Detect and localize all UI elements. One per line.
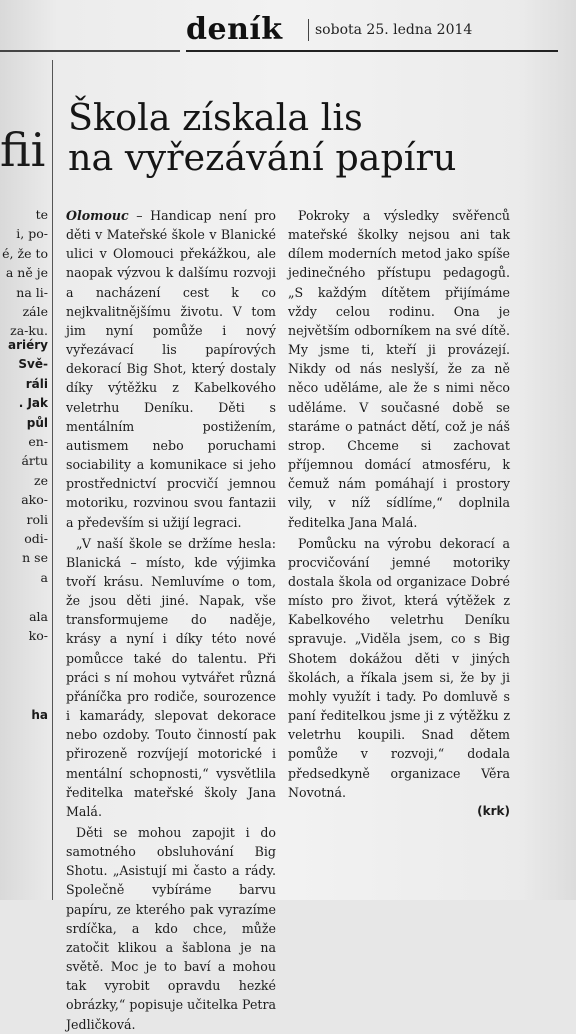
header-separator: [308, 19, 309, 41]
neighbor-text-line: n se: [22, 550, 48, 566]
paragraph-2: „V naší škole se držíme hesla: Blanická – místo, kde výjimka tvoří krásu. Nemluvíme o tom, že jsou děti jiné. Napak, vše transformujeme do naděje, krásy a nyní i díky této nové pomůcce také do talentu. Při práci s ní mohou vytvářet různá přáníčka pro rodiče, sourozence i kamarády, slepovat dekorace nebo ozdoby. Touto činností pak přirozeně rozvíjejí motorické i mentální schopnosti,“ vysvětlila ředitelka mateřské školy Jana Malá.: [66, 535, 276, 819]
neighbor-text-line: půl: [26, 415, 48, 430]
masthead: deník: [186, 12, 283, 47]
neighbor-text-line: Svě-: [18, 357, 48, 372]
neighbor-text-line: a: [40, 569, 48, 585]
top-rule-left: [0, 50, 180, 52]
dateline-city: Olomouc: [66, 208, 129, 223]
article-column-1: [66, 206, 276, 1034]
neighbor-text-line: [0, 587, 48, 606]
neighbor-text-line: na li-: [16, 284, 48, 300]
paragraph-1-text: – Handicap není pro děti v Mateřské škole v Blanické ulici v Olomouci překážkou, ale naopak výzvou k dalšímu rozvoji a nacházení cest k co nejkvalitnějšímu životu. V tom jim nyní pomůže i nový vyřezávací lis papírových dekorací Big Shot, který dostaly díky výtěžku z Kabelkového veletrhu Deníku. Děti s mentálním postižením, autismem nebo poruchami sociability a komunikace si jeho prostřednictví procvičí jemnou motoriku, rozvinou svou fantazii a především si užijí legraci.: [66, 208, 276, 530]
neighbor-text-line: ala: [29, 608, 48, 624]
paragraph-3: Děti se mohou zapojit i do samotného obsluhování Big Shotu. „Asistují mi často a rády. Společně vybíráme barvu papíru, ze kterého pak vyrazíme srdíčka, a kdo chce, může zatočit klikou a šablona je na světě. Moc je to baví a mohou tak vyrobit opravdu hezké obrázky,“ popisuje učitelka Petra Jedličková.: [66, 825, 276, 1032]
neighbor-text-line: ha: [31, 708, 48, 722]
neighbor-text-line: te: [35, 207, 48, 222]
neighbor-text-line: ze: [34, 472, 48, 488]
neighbor-text-line: odi-: [24, 530, 48, 546]
neighbor-text-line: é, že to: [2, 245, 48, 261]
paragraph-5: Pomůcku na výrobu dekorací a procvičování jemné motoriky dostala škola od organizace Dobré místo pro život, která výtěžek z Kabelkového veletrhu Deníku spravuje. „Viděla jsem, co s Big Shotem dokážou děti v jiných školách, a říkala jsem si, že by ji mohly využít i tady. Po domluvě s paní ředitelkou jsme ji z výtěžku z veletrhu koupili. Snad dětem pomůže v rozvoji,“ dodala předsedkyně organizace Věra Novotná.: [288, 535, 510, 800]
paragraph-1: [66, 206, 276, 532]
neighbor-text-c: [0, 432, 48, 645]
neighbor-text-line: ko-: [28, 627, 48, 643]
neighbor-text-b: [0, 336, 48, 433]
paragraph-4: Pokroky a výsledky svěřenců mateřské školky nejsou ani tak dílem moderních metod jako spíše jedinečného přístupu pedagogů. „S každým dítětem přijímáme vždy celou rodinu. Ona je největším odborníkem na své dítě. My jsme ti, kteří ji provázejí. Nikdy od nás neslyší, že za ně něco uděláme, ale že s nimi něco uděláme. V současné době se staráme o patnáct dětí, což je náš strop. Chceme si zachovat příjemnou domácí atmosféru, k čemuž nám pomáhají i prostory vily, v níž sídlíme,“ doplnila ředitelka Jana Malá.: [288, 208, 510, 530]
neighbor-text-line: i, po-: [16, 226, 48, 242]
column-divider: [52, 60, 53, 900]
article-headline: [68, 98, 558, 178]
article-column-2: [288, 206, 510, 821]
neighbor-text-line: za-ku.: [10, 323, 48, 339]
neighbor-text-line: ariéry: [7, 338, 48, 352]
neighbor-text-line: zále: [22, 303, 48, 319]
issue-date: sobota 25. ledna 2014: [315, 22, 473, 38]
author-signature: (krk): [477, 803, 510, 818]
neighbor-text-d: [0, 706, 48, 725]
neighbor-title-fragment: fii: [0, 123, 46, 177]
top-rule: [186, 50, 558, 52]
neighbor-text-line: ráli: [25, 376, 48, 391]
neighbor-text-line: en-: [28, 434, 48, 449]
neighbor-text-a: [0, 205, 48, 341]
neighbor-text-line: . Jak: [18, 396, 48, 411]
neighbor-text-line: ako-: [21, 492, 48, 508]
headline-line-1: Škola získala lis: [68, 96, 363, 139]
neighbor-text-line: roli: [26, 511, 48, 527]
neighbor-text-line: a ně je: [5, 265, 48, 281]
headline-line-2: na vyřezávání papíru: [68, 136, 457, 179]
neighbor-text-line: ártu: [21, 453, 48, 469]
